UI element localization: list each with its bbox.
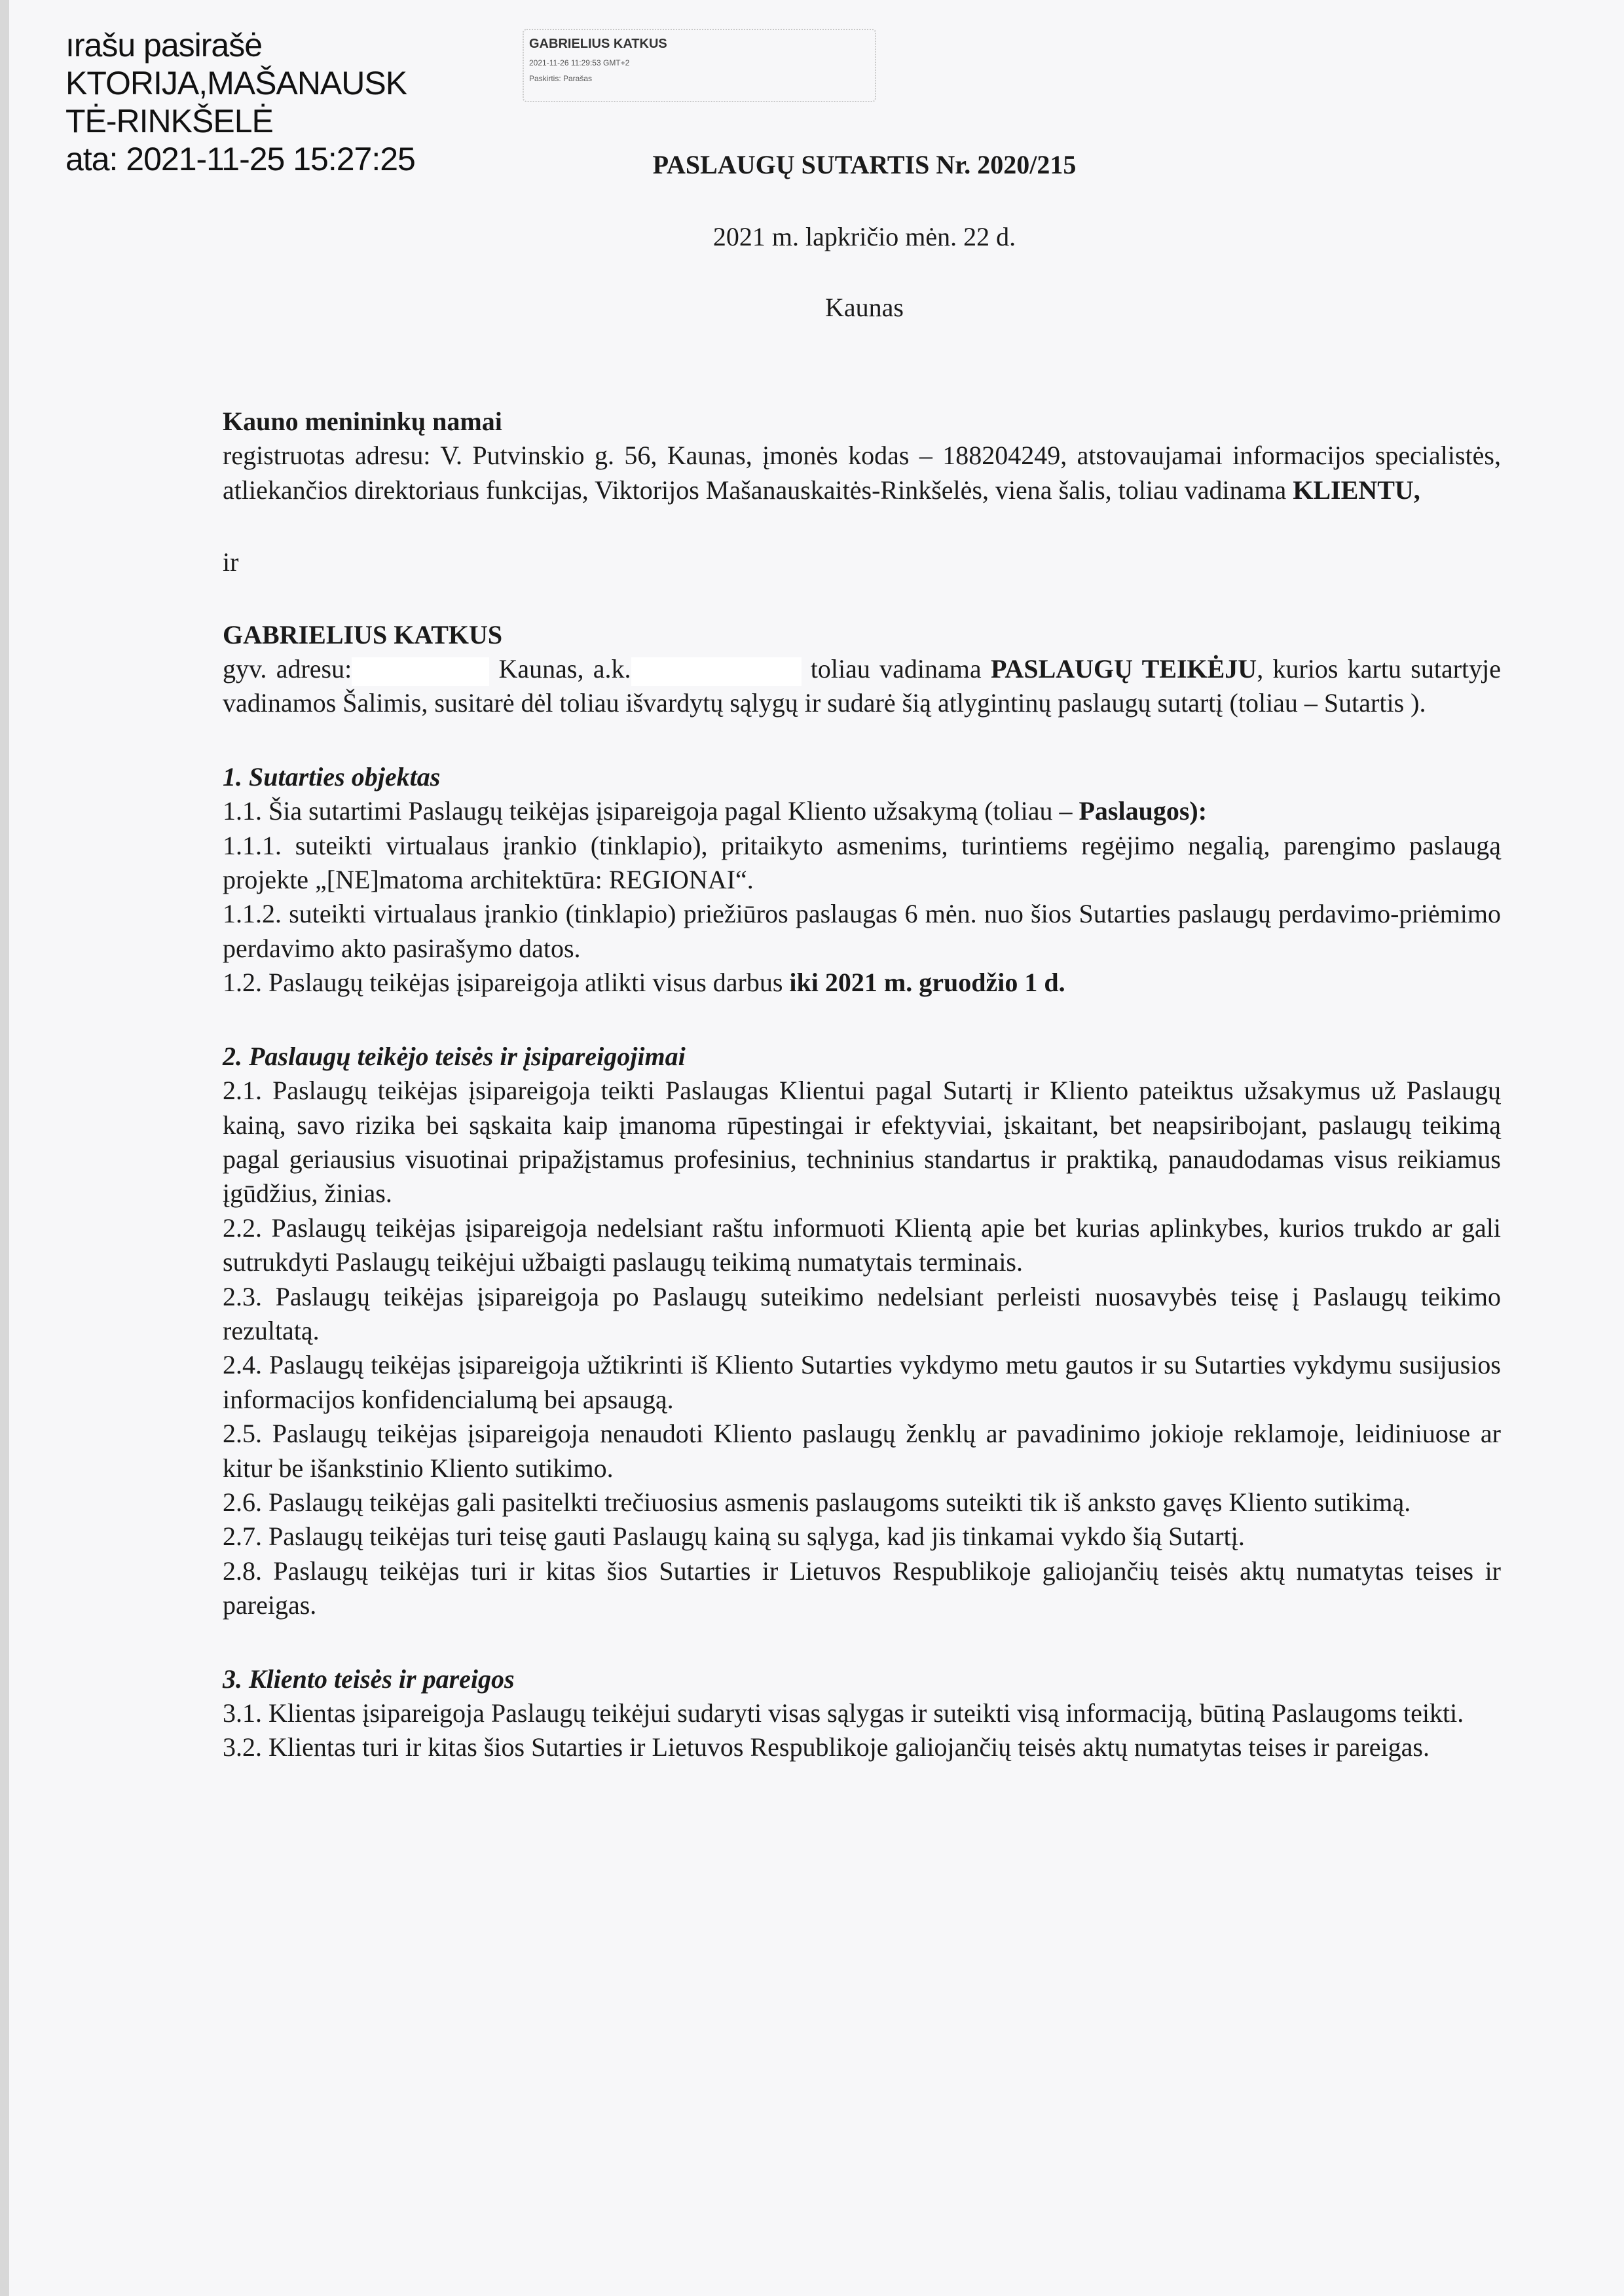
clause: 2.7. Paslaugų teikėjas turi teisę gauti Paslaugų kainą su sąlyga, kad jis tinkamai vykdo šią Sutartį. — [223, 1522, 1245, 1552]
contract-body — [223, 405, 1501, 1765]
stamp-line: ata: 2021-11-25 15:27:25 — [65, 141, 415, 177]
provider-details — [223, 652, 1501, 721]
signature-box — [523, 29, 876, 102]
stamp-line: ırašu pasirašė — [65, 27, 263, 64]
document-city: Kaunas — [825, 293, 904, 322]
client-text: registruotas adresu: V. Putvinskio g. 56, Kaunas, įmonės kodas – 188204249, atstovaujamai informacijos specialistės, atliekančios direktoriaus funkcijas, Viktorijos Mašanauskaitės-Rinkšelės, viena šalis, toliau vadinama — [223, 441, 1501, 505]
signature-timestamp: 2021-11-26 11:29:53 GMT+2 — [529, 58, 630, 67]
clause: 2.1. Paslaugų teikėjas įsipareigoja teikti Paslaugas Klientui pagal Sutartį ir Kliento pateiktus užsakymus už Paslaugų kainą, savo rizika bei sąskaita kaip įmanoma rūpestingai ir efektyviai, įskaitant, bet neapsiribojant, paslaugų teikimą pagal geriausius visuotinai pripažįstamus profesinius, techninius standartus ir praktiką, panaudodamas visus reikiamus įgūdžius, žinias. — [223, 1076, 1501, 1209]
clause-bold: Paslaugos): — [1079, 796, 1208, 826]
clause-deadline: iki 2021 m. gruodžio 1 d. — [789, 968, 1065, 998]
clause — [223, 794, 1501, 828]
clause: 2.4. Paslaugų teikėjas įsipareigoja užtikrinti iš Kliento Sutarties vykdymo metu gautos ir su Sutarties vykdymu susijusios informacijos konfidencialumą bei apsaugą. — [223, 1350, 1501, 1414]
clause: 1.1.2. suteikti virtualaus įrankio (tinklapio) priežiūros paslaugas 6 mėn. nuo šios Sutarties paslaugų perdavimo-priėmimo perdavimo akto pasirašymo datos. — [223, 899, 1501, 963]
signer-name: GABRIELIUS KATKUS — [529, 37, 667, 51]
section-heading: 1. Sutarties objektas — [223, 761, 441, 792]
section-heading: 3. Kliento teisės ir pareigos — [223, 1664, 515, 1694]
conjunction: ir — [223, 547, 239, 577]
clause: 2.6. Paslaugų teikėjas gali pasitelkti trečiuosius asmenis paslaugoms suteikti tik iš anksto gavęs Kliento sutikimą. — [223, 1487, 1411, 1517]
scan-edge — [0, 0, 9, 2296]
provider-role: PASLAUGŲ TEIKĖJU — [990, 654, 1257, 684]
client-details — [223, 439, 1501, 507]
client-role: KLIENTU, — [1293, 475, 1420, 505]
document-date: 2021 m. lapkričio mėn. 22 d. — [712, 222, 1016, 251]
stamp-line: KTORIJA,MAŠANAUSK — [65, 65, 407, 101]
clause-text: 1.1. Šia sutartimi Paslaugų teikėjas įsipareigoja pagal Kliento užsakymą (toliau – — [223, 796, 1079, 826]
provider-text: , kurios kartu sutartyje vadinamos Šalimis, susitarė dėl toliau išvardytų sąlygų ir sudarė šią atlygintinų paslaugų sutartį (toliau – Sutartis ). — [223, 654, 1501, 718]
document-title: PASLAUGŲ SUTARTIS Nr. 2020/215 — [652, 150, 1077, 179]
clause: 2.8. Paslaugų teikėjas turi ir kitas šios Sutarties ir Lietuvos Respublikoje galiojančių teisės aktų numatytas teises ir pareigas. — [223, 1556, 1501, 1620]
client-name: Kauno menininkų namai — [223, 407, 502, 436]
redacted-personal-code — [631, 657, 802, 686]
stamp-line: TĖ-RINKŠELĖ — [65, 103, 273, 139]
signature-purpose: Paskirtis: Parašas — [529, 74, 593, 83]
section-heading: 2. Paslaugų teikėjo teisės ir įsipareigojimai — [223, 1041, 686, 1071]
provider-text: toliau vadinama — [801, 654, 991, 684]
clause-text: 1.2. Paslaugų teikėjas įsipareigoja atlikti visus darbus — [223, 968, 790, 998]
clause — [223, 966, 1501, 1000]
provider-text: gyv. adresu: — [223, 654, 352, 684]
clause: 2.2. Paslaugų teikėjas įsipareigoja nedelsiant raštu informuoti Klientą apie bet kurias aplinkybes, kurios trukdo ar gali sutrukdyti Paslaugų teikėjui užbaigti paslaugų teikimą numatytais terminais. — [223, 1212, 1501, 1277]
redacted-address — [352, 657, 489, 686]
clause: 3.2. Klientas turi ir kitas šios Sutarties ir Lietuvos Respublikoje galiojančių teisės aktų numatytas teises ir pareigas. — [223, 1732, 1430, 1762]
clause: 1.1.1. suteikti virtualaus įrankio (tinklapio), pritaikyto asmenims, turintiems regėjimo negalią, parengimo paslaugą projekte „[NE]matoma architektūra: REGIONAI“. — [223, 830, 1501, 895]
clause: 2.5. Paslaugų teikėjas įsipareigoja nenaudoti Kliento paslaugų ženklų ar pavadinimo jokioje reklamoje, leidiniuose ar kitur be išankstinio Kliento sutikimo. — [223, 1419, 1501, 1483]
clause: 3.1. Klientas įsipareigoja Paslaugų teikėjui sudaryti visas sąlygas ir suteikti visą informaciją, būtiną Paslaugoms teikti. — [223, 1698, 1464, 1728]
provider-text: Kaunas, a.k. — [489, 654, 631, 684]
clause: 2.3. Paslaugų teikėjas įsipareigoja po Paslaugų suteikimo nedelsiant perleisti nuosavybės teisę į Paslaugų teikimo rezultatą. — [223, 1281, 1501, 1345]
provider-name: GABRIELIUS KATKUS — [223, 619, 503, 649]
